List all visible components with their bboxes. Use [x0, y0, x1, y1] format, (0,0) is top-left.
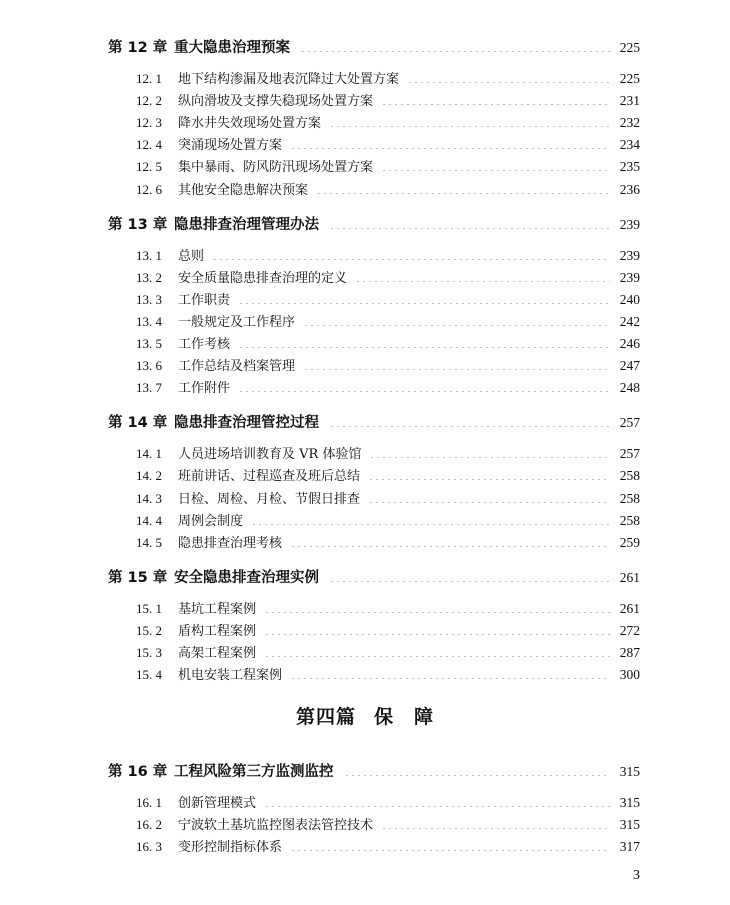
part-title: 保 障	[374, 706, 435, 728]
section-page-number: 246	[619, 336, 640, 351]
toc-section-entry[interactable]	[136, 355, 640, 374]
toc-section-entry[interactable]	[136, 814, 640, 833]
section-number: 12. 2	[136, 93, 162, 109]
section-title: 安全质量隐患排查治理的定义	[178, 270, 348, 286]
section-number: 13. 4	[136, 313, 162, 329]
section-page-number: 247	[619, 358, 640, 374]
section-page-number: 258	[619, 512, 640, 528]
dot-leader	[264, 806, 610, 807]
chapter-number: 第 13 章	[108, 216, 168, 233]
toc-chapter-entry[interactable]	[108, 411, 640, 432]
section-page-number: 258	[619, 468, 640, 484]
dot-leader	[251, 524, 610, 525]
toc-section-entry[interactable]	[136, 68, 640, 87]
dot-leader	[368, 479, 610, 480]
toc-section-entry[interactable]	[136, 532, 640, 551]
section-number: 16. 3	[136, 839, 162, 855]
section-title: 工作考核	[178, 337, 231, 352]
section-page-number: 317	[619, 839, 640, 855]
toc-chapter-entry[interactable]	[108, 566, 640, 587]
chapter-title: 重大隐患治理预案	[174, 40, 290, 56]
dot-leader	[368, 502, 610, 503]
section-title: 高架工程案例	[178, 646, 257, 661]
section-title: 人员进场培训教育及 VR 体验馆	[178, 447, 362, 463]
dot-leader	[238, 303, 610, 304]
section-page-number: 315	[619, 817, 640, 833]
dot-leader	[264, 612, 610, 613]
dot-leader	[381, 170, 610, 171]
section-number: 14. 5	[136, 534, 162, 550]
section-page-number: 235	[619, 159, 640, 175]
section-title: 一般规定及工作程序	[178, 314, 296, 330]
toc-section-entry[interactable]	[136, 90, 640, 109]
toc-chapter-entry[interactable]	[108, 760, 640, 781]
section-number: 12. 3	[136, 115, 162, 131]
toc-section-entry[interactable]	[136, 443, 640, 462]
toc-section-entry[interactable]	[136, 488, 640, 507]
toc-section-entry[interactable]	[136, 311, 640, 330]
toc-section-entry[interactable]	[136, 642, 640, 661]
chapter-title: 安全隐患排查治理实例	[174, 569, 319, 586]
section-number: 13. 6	[136, 358, 162, 374]
section-number: 13. 7	[136, 380, 162, 396]
section-title: 日检、周检、月检、节假日排查	[178, 491, 361, 507]
section-number: 13. 1	[136, 247, 162, 263]
section-page-number: 287	[619, 645, 640, 660]
section-page-number: 239	[619, 247, 640, 263]
page-number: 3	[633, 868, 640, 883]
dot-leader	[264, 656, 610, 657]
dot-leader	[329, 581, 610, 582]
section-number: 12. 1	[136, 71, 162, 86]
chapter-page-number: 257	[619, 415, 640, 431]
section-page-number: 234	[619, 137, 640, 153]
section-number: 15. 3	[136, 645, 162, 660]
dot-leader	[355, 281, 610, 282]
section-page-number: 257	[619, 446, 640, 462]
section-number: 13. 3	[136, 291, 162, 307]
dot-leader	[407, 82, 610, 83]
toc-section-entry[interactable]	[136, 836, 640, 855]
dot-leader	[329, 228, 610, 229]
chapter-page-number: 225	[619, 40, 640, 55]
section-title: 工作职责	[178, 292, 231, 308]
section-number: 15. 2	[136, 622, 162, 638]
section-title: 创新管理模式	[178, 796, 257, 811]
section-title: 周例会制度	[178, 513, 244, 529]
section-number: 16. 1	[136, 795, 162, 810]
toc-section-entry[interactable]	[136, 465, 640, 484]
section-title: 工作附件	[178, 381, 231, 397]
section-number: 12. 6	[136, 181, 162, 197]
section-title: 突涌现场处置方案	[178, 138, 283, 154]
toc-section-entry[interactable]	[136, 134, 640, 153]
chapter-title: 隐患排查治理管理办法	[174, 216, 319, 233]
section-page-number: 239	[619, 269, 640, 285]
section-page-number: 240	[619, 291, 640, 307]
toc-section-entry[interactable]	[136, 333, 640, 352]
section-number: 12. 4	[136, 137, 162, 153]
dot-leader	[303, 325, 610, 326]
dot-leader	[329, 126, 610, 127]
toc-section-entry[interactable]	[136, 112, 640, 131]
section-number: 12. 5	[136, 159, 162, 175]
toc-section-entry[interactable]	[136, 377, 640, 396]
toc-section-entry[interactable]	[136, 245, 640, 264]
dot-leader	[290, 850, 610, 851]
chapter-number: 第 14 章	[108, 415, 168, 432]
section-page-number: 232	[619, 115, 640, 131]
section-title: 宁波软土基坑监控图表法管控技术	[178, 818, 374, 834]
section-page-number: 248	[619, 380, 640, 396]
section-number: 14. 1	[136, 446, 162, 462]
dot-leader	[303, 369, 610, 370]
dot-leader	[316, 193, 610, 194]
chapter-number: 第 16 章	[108, 764, 168, 780]
dot-leader	[264, 634, 610, 635]
toc-section-entry[interactable]	[136, 598, 640, 617]
dot-leader	[381, 828, 610, 829]
section-page-number: 258	[619, 490, 640, 506]
dot-leader	[344, 775, 611, 776]
section-title: 降水井失效现场处置方案	[178, 116, 322, 132]
section-number: 13. 5	[136, 336, 162, 351]
section-title: 地下结构渗漏及地表沉降过大处置方案	[178, 72, 400, 87]
section-page-number: 272	[619, 622, 640, 638]
dot-leader	[238, 347, 610, 348]
dot-leader	[369, 457, 610, 458]
toc-chapter-entry[interactable]	[108, 36, 640, 57]
dot-leader	[300, 51, 610, 52]
chapter-page-number: 261	[619, 569, 640, 585]
section-title: 工作总结及档案管理	[178, 359, 296, 375]
chapter-title: 工程风险第三方监测监控	[174, 764, 334, 780]
toc-section-entry[interactable]	[136, 179, 640, 198]
dot-leader	[212, 259, 610, 260]
section-number: 16. 2	[136, 817, 162, 833]
section-page-number: 300	[619, 667, 640, 683]
section-page-number: 259	[619, 534, 640, 550]
toc-section-entry[interactable]	[136, 267, 640, 286]
section-title: 其他安全隐患解决预案	[178, 182, 309, 198]
toc-section-entry[interactable]	[136, 510, 640, 529]
section-title: 盾构工程案例	[178, 623, 257, 639]
toc-section-entry[interactable]	[136, 620, 640, 639]
chapter-page-number: 315	[619, 764, 640, 779]
toc-section-entry[interactable]	[136, 792, 640, 811]
toc-section-entry[interactable]	[136, 664, 640, 683]
section-number: 15. 1	[136, 600, 162, 616]
section-number: 15. 4	[136, 667, 162, 683]
section-title: 班前讲话、过程巡查及班后总结	[178, 469, 361, 485]
toc-chapter-entry[interactable]	[108, 213, 640, 234]
section-title: 基坑工程案例	[178, 601, 257, 617]
section-title: 集中暴雨、防风防汛现场处置方案	[178, 160, 374, 176]
section-number: 14. 2	[136, 468, 162, 484]
section-page-number: 236	[619, 181, 640, 197]
section-page-number: 242	[619, 313, 640, 329]
dot-leader	[290, 148, 610, 149]
section-number: 14. 3	[136, 490, 162, 506]
part-heading	[0, 702, 730, 729]
toc-section-entry[interactable]	[136, 156, 640, 175]
section-title: 总则	[178, 248, 205, 264]
dot-leader	[290, 678, 610, 679]
dot-leader	[381, 104, 610, 105]
dot-leader	[238, 391, 610, 392]
dot-leader	[290, 546, 610, 547]
chapter-page-number: 239	[619, 216, 640, 232]
part-label: 第四篇	[295, 706, 356, 728]
section-page-number: 225	[619, 71, 640, 86]
section-title: 变形控制指标体系	[178, 840, 283, 856]
section-number: 13. 2	[136, 269, 162, 285]
chapter-number: 第 12 章	[108, 40, 168, 56]
section-title: 纵向滑坡及支撑失稳现场处置方案	[178, 94, 374, 110]
section-title: 隐患排查治理考核	[178, 535, 283, 551]
section-page-number: 231	[619, 93, 640, 109]
chapter-number: 第 15 章	[108, 569, 168, 586]
section-page-number: 261	[619, 600, 640, 616]
toc-section-entry[interactable]	[136, 289, 640, 308]
section-number: 14. 4	[136, 512, 162, 528]
section-page-number: 315	[619, 795, 640, 810]
section-title: 机电安装工程案例	[178, 668, 283, 684]
chapter-title: 隐患排查治理管控过程	[174, 415, 319, 432]
dot-leader	[329, 426, 610, 427]
